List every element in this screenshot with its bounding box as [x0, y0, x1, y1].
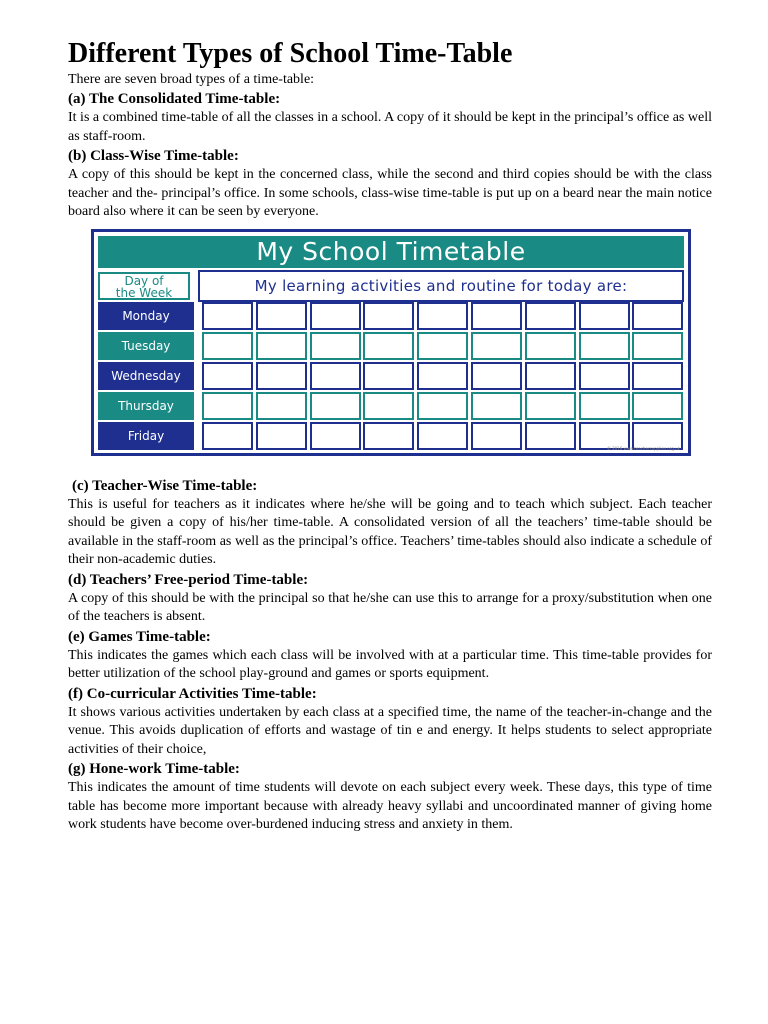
timetable-cell — [202, 332, 253, 360]
timetable-cell — [363, 392, 414, 420]
timetable-cell — [471, 362, 522, 390]
timetable-cell — [417, 302, 468, 330]
timetable-title: My School Timetable — [98, 236, 684, 268]
timetable-cell — [256, 422, 307, 450]
section-body: A copy of this should be with the principal so that he/she can use this to arrange for a proxy/substitution when one of the teachers is absent. — [68, 590, 712, 624]
day-label: Friday — [98, 422, 194, 450]
section-e — [68, 628, 712, 684]
timetable-footer: © 2016 www.teachersupplies.org.uk — [606, 446, 680, 451]
day-label: Thursday — [98, 392, 194, 420]
timetable-cell — [632, 362, 683, 390]
timetable-cell — [579, 392, 630, 420]
timetable-cell — [471, 332, 522, 360]
section-heading: (f) Co-curricular Activities Time-table: — [68, 685, 317, 702]
section-g — [68, 760, 712, 835]
day-label: Tuesday — [98, 332, 194, 360]
timetable-cell — [632, 332, 683, 360]
section-heading: (e) Games Time-table: — [68, 628, 211, 645]
timetable-cell — [310, 332, 361, 360]
section-heading: (d) Teachers’ Free-period Time-table: — [68, 571, 309, 588]
timetable-cell — [310, 302, 361, 330]
section-heading: (b) Class-Wise Time-table: — [68, 148, 239, 164]
section-body: This is useful for teachers as it indicates where he/she will be going and to teach which subject. Each teacher should be given a copy of his/her time-table. A consolidated version of all the teachers’ time-table should be available in the staff-room as well as the principal’s office. Teachers’ time-tables should also indicate a schedule of their non-academic duties. — [68, 496, 712, 567]
timetable-row — [98, 392, 684, 420]
timetable-row — [98, 362, 684, 390]
timetable-cell — [417, 332, 468, 360]
section-body: A copy of this should be kept in the concerned class, while the second and third copies should be with the class teacher and the- principal’s office. In some schools, class-wise time-table is put up on a beard near the main notice board also where it can be seen by everyone. — [68, 167, 712, 219]
timetable-cell — [417, 362, 468, 390]
timetable-cell — [525, 302, 576, 330]
intro-text: There are seven broad types of a time-table: — [68, 72, 315, 87]
section-body: This indicates the amount of time students will devote on each subject every week. These days, this type of time table has become more important because with already heavy syllabi and uncoordinated manner of giving home work students have become over-burdened inducing stress and anxiety in them. — [68, 780, 712, 832]
section-body: This indicates the games which each class will be involved with at a particular time. This time-table provides for better utilization of the school play-ground and games or sports equipment. — [68, 647, 712, 681]
timetable-cell — [632, 302, 683, 330]
timetable-row — [98, 302, 684, 330]
timetable-cell — [256, 362, 307, 390]
day-label: Wednesday — [98, 362, 194, 390]
section-f — [68, 685, 712, 760]
timetable-cell — [417, 392, 468, 420]
timetable-subtitle: My learning activities and routine for today are: — [198, 270, 684, 302]
timetable-cell — [525, 392, 576, 420]
timetable-cell — [202, 302, 253, 330]
timetable-cell — [525, 362, 576, 390]
day-of-week-label-line1: Day of — [124, 274, 164, 288]
timetable-cell — [363, 302, 414, 330]
timetable-cell — [202, 392, 253, 420]
timetable-cell — [579, 332, 630, 360]
timetable-cell — [256, 392, 307, 420]
section-heading: (g) Hone-work Time-table: — [68, 761, 240, 777]
timetable-cell — [202, 362, 253, 390]
timetable-cell — [471, 422, 522, 450]
section-d — [68, 571, 712, 627]
timetable-cell — [632, 392, 683, 420]
timetable-cell — [363, 362, 414, 390]
day-of-week-label — [98, 272, 190, 300]
timetable-cell — [525, 332, 576, 360]
timetable-image — [91, 229, 691, 456]
timetable-cell — [310, 362, 361, 390]
timetable-cell — [202, 422, 253, 450]
section-heading: (c) Teacher-Wise Time-table: — [72, 477, 258, 494]
timetable-cell — [310, 422, 361, 450]
day-of-week-label-line2: the Week — [115, 286, 173, 300]
section-a — [68, 90, 712, 146]
timetable-cell — [579, 302, 630, 330]
timetable-cell — [417, 422, 468, 450]
section-body: It shows various activities undertaken by each class at a specified time, the name of the teacher-in-change and the venue. This avoids duplication of efforts and wastage of tin e and energy. It helps students to select appropriate activities of their choice, — [68, 704, 712, 757]
timetable-cell — [256, 302, 307, 330]
section-body: It is a combined time-table of all the classes in a school. A copy of it should be kept in the principal’s office as well as staff-room. — [68, 110, 712, 144]
timetable-cell — [363, 422, 414, 450]
timetable-cell — [310, 392, 361, 420]
day-label: Monday — [98, 302, 194, 330]
timetable-cell — [579, 362, 630, 390]
page-title: Different Types of School Time-Table — [68, 38, 513, 69]
section-heading: (a) The Consolidated Time-table: — [68, 91, 281, 107]
section-c — [68, 477, 712, 570]
timetable-cell — [471, 392, 522, 420]
timetable-cell — [525, 422, 576, 450]
timetable-row — [98, 332, 684, 360]
timetable-cell — [471, 302, 522, 330]
section-b — [68, 147, 712, 222]
timetable-row — [98, 422, 684, 450]
timetable-cell — [363, 332, 414, 360]
timetable-cell — [256, 332, 307, 360]
